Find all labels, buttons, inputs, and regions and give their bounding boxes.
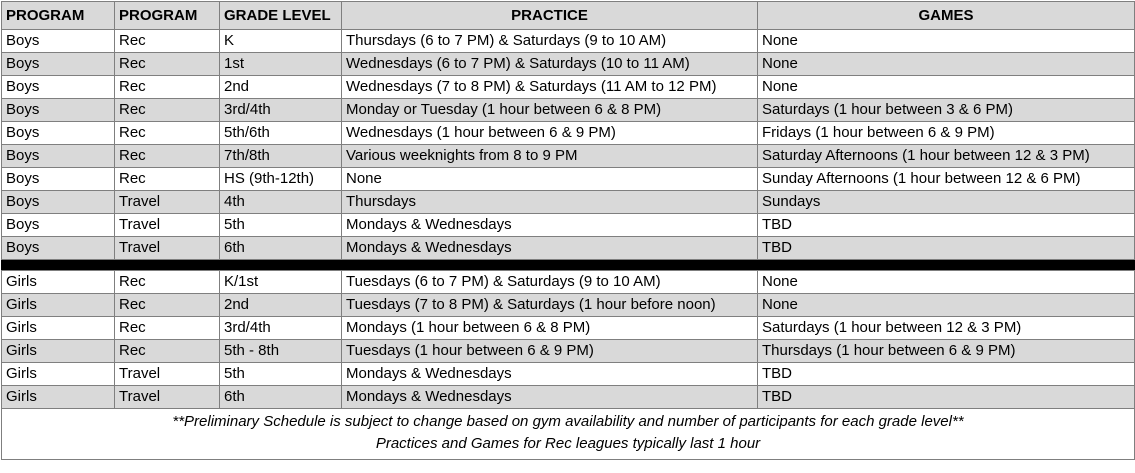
cell-games: None [758,53,1135,76]
cell-grade-level: 3rd/4th [220,99,342,122]
cell-practice: Tuesdays (7 to 8 PM) & Saturdays (1 hour before noon) [342,294,758,317]
cell-practice: Mondays & Wednesdays [342,214,758,237]
table-row [2,363,1135,386]
cell-grade-level: 5th [220,214,342,237]
cell-program-type: Rec [115,271,220,294]
cell-program: Girls [2,340,115,363]
cell-program-type: Rec [115,53,220,76]
cell-program-type: Rec [115,168,220,191]
cell-program-type: Rec [115,99,220,122]
cell-practice: None [342,168,758,191]
separator-row [2,260,1135,271]
table-row [2,386,1135,409]
cell-practice: Mondays (1 hour between 6 & 8 PM) [342,317,758,340]
cell-practice: Wednesdays (6 to 7 PM) & Saturdays (10 to 11 AM) [342,53,758,76]
cell-games: Saturdays (1 hour between 12 & 3 PM) [758,317,1135,340]
cell-grade-level: K [220,30,342,53]
cell-grade-level: 2nd [220,294,342,317]
table-row [2,191,1135,214]
cell-grade-level: 5th/6th [220,122,342,145]
cell-program-type: Rec [115,317,220,340]
header-program: PROGRAM [2,2,115,30]
cell-program: Boys [2,214,115,237]
table-row [2,271,1135,294]
cell-grade-level: 1st [220,53,342,76]
notes-row [2,409,1135,460]
cell-program: Boys [2,30,115,53]
cell-games: Fridays (1 hour between 6 & 9 PM) [758,122,1135,145]
cell-grade-level: HS (9th-12th) [220,168,342,191]
cell-grade-level: 6th [220,237,342,260]
cell-program: Boys [2,122,115,145]
cell-practice: Thursdays (6 to 7 PM) & Saturdays (9 to 10 AM) [342,30,758,53]
cell-program-type: Rec [115,294,220,317]
cell-practice: Tuesdays (1 hour between 6 & 9 PM) [342,340,758,363]
boys-section [2,30,1135,260]
cell-program: Girls [2,317,115,340]
cell-program: Girls [2,294,115,317]
table-row [2,214,1135,237]
table-row [2,99,1135,122]
cell-practice: Mondays & Wednesdays [342,237,758,260]
cell-program: Boys [2,145,115,168]
cell-program-type: Travel [115,363,220,386]
table-row [2,317,1135,340]
separator-bar [2,260,1135,271]
table-row [2,53,1135,76]
cell-program: Boys [2,237,115,260]
cell-grade-level: 7th/8th [220,145,342,168]
table-row [2,145,1135,168]
cell-games: Saturdays (1 hour between 3 & 6 PM) [758,99,1135,122]
cell-practice: Monday or Tuesday (1 hour between 6 & 8 PM) [342,99,758,122]
table-row [2,294,1135,317]
table-row [2,340,1135,363]
cell-practice: Mondays & Wednesdays [342,386,758,409]
cell-games: None [758,271,1135,294]
cell-program: Girls [2,271,115,294]
cell-program-type: Travel [115,214,220,237]
cell-grade-level: 5th - 8th [220,340,342,363]
cell-program-type: Rec [115,76,220,99]
cell-program-type: Travel [115,386,220,409]
cell-practice: Various weeknights from 8 to 9 PM [342,145,758,168]
cell-practice: Thursdays [342,191,758,214]
notes-cell [2,409,1135,460]
cell-grade-level: K/1st [220,271,342,294]
cell-games: TBD [758,237,1135,260]
preliminary-note: **Preliminary Schedule is subject to change based on gym availability and number of participants for each grade level** [172,413,964,430]
cell-program-type: Travel [115,191,220,214]
duration-note: Practices and Games for Rec leagues typically last 1 hour [375,435,761,452]
cell-program-type: Rec [115,122,220,145]
table-row [2,76,1135,99]
cell-practice: Wednesdays (1 hour between 6 & 9 PM) [342,122,758,145]
cell-games: TBD [758,214,1135,237]
cell-program: Boys [2,99,115,122]
cell-games: TBD [758,386,1135,409]
cell-program-type: Travel [115,237,220,260]
schedule-table [1,1,1135,460]
cell-practice: Tuesdays (6 to 7 PM) & Saturdays (9 to 10 AM) [342,271,758,294]
header-program-type: PROGRAM [115,2,220,30]
cell-program-type: Rec [115,340,220,363]
cell-program: Boys [2,76,115,99]
cell-program: Boys [2,168,115,191]
cell-program: Boys [2,53,115,76]
cell-practice: Wednesdays (7 to 8 PM) & Saturdays (11 AM to 12 PM) [342,76,758,99]
cell-games: Sundays [758,191,1135,214]
cell-program-type: Rec [115,30,220,53]
cell-games: None [758,30,1135,53]
cell-program: Girls [2,363,115,386]
cell-grade-level: 3rd/4th [220,317,342,340]
table-row [2,30,1135,53]
cell-games: None [758,294,1135,317]
cell-program: Boys [2,191,115,214]
table-row [2,237,1135,260]
girls-section [2,271,1135,409]
cell-program-type: Rec [115,145,220,168]
cell-grade-level: 6th [220,386,342,409]
cell-games: Sunday Afternoons (1 hour between 12 & 6 PM) [758,168,1135,191]
cell-program: Girls [2,386,115,409]
cell-grade-level: 2nd [220,76,342,99]
cell-games: Saturday Afternoons (1 hour between 12 & 3 PM) [758,145,1135,168]
table-row [2,122,1135,145]
cell-games: TBD [758,363,1135,386]
header-row [2,2,1135,30]
cell-grade-level: 4th [220,191,342,214]
cell-grade-level: 5th [220,363,342,386]
cell-practice: Mondays & Wednesdays [342,363,758,386]
cell-games: None [758,76,1135,99]
header-practice: PRACTICE [342,2,758,30]
section-separator [2,260,1135,271]
notes-section [2,409,1135,460]
header-games: GAMES [758,2,1135,30]
header-grade-level: GRADE LEVEL [220,2,342,30]
cell-games: Thursdays (1 hour between 6 & 9 PM) [758,340,1135,363]
table-row [2,168,1135,191]
